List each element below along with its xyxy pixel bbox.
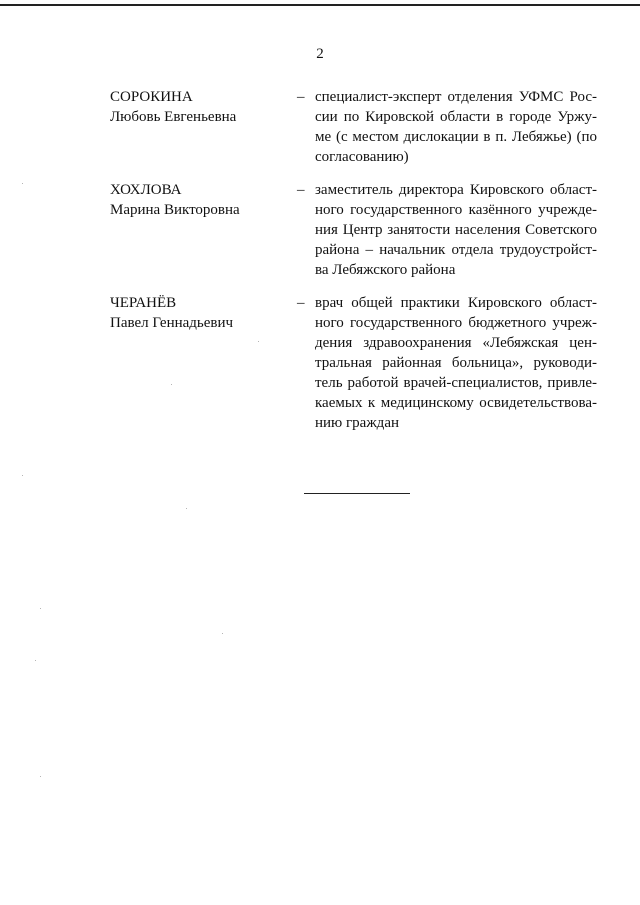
scan-speck xyxy=(22,183,23,184)
role-line: специалист-эксперт отделения УФМС Рос- xyxy=(315,89,597,105)
role-line: района – начальник отдела трудоустройст- xyxy=(315,242,597,258)
member-surname: ЧЕРАНЁВ xyxy=(110,295,177,311)
scan-speck xyxy=(222,633,223,634)
scan-speck xyxy=(40,608,41,609)
separator-dash: – xyxy=(297,295,305,311)
role-line: согласованию) xyxy=(315,149,409,165)
member-name xyxy=(110,293,290,333)
member-name xyxy=(110,87,290,127)
top-border-line xyxy=(0,4,640,6)
role-line: ного государственного бюджетного учреж- xyxy=(315,315,597,331)
member-role xyxy=(315,87,597,167)
scan-speck xyxy=(40,776,41,777)
member-surname: ХОХЛОВА xyxy=(110,182,182,198)
role-line: дения здравоохранения «Лебяжская цен- xyxy=(315,335,597,351)
member-given-names: Любовь Евгеньевна xyxy=(110,109,237,125)
role-line: врач общей практики Кировского област- xyxy=(315,295,597,311)
role-line: нию граждан xyxy=(315,415,400,431)
scan-speck xyxy=(186,508,187,509)
member-given-names: Марина Викторовна xyxy=(110,202,240,218)
scan-speck xyxy=(35,660,36,661)
scan-speck xyxy=(171,384,172,385)
role-line: тральная районная больница», руководи- xyxy=(315,355,597,371)
scan-speck xyxy=(22,475,23,476)
role-line: сии по Кировской области в городе Уржу- xyxy=(315,109,597,125)
member-role xyxy=(315,293,597,433)
member-role xyxy=(315,180,597,280)
role-line: заместитель директора Кировского област- xyxy=(315,182,597,198)
member-name xyxy=(110,180,290,220)
separator-dash: – xyxy=(297,89,305,105)
role-line: каемых к медицинскому освидетельствова- xyxy=(315,395,597,411)
member-surname: СОРОКИНА xyxy=(110,89,193,105)
page-number: 2 xyxy=(316,46,324,62)
member-given-names: Павел Геннадьевич xyxy=(110,315,234,331)
role-line: ва Лебяжского района xyxy=(315,262,456,278)
end-of-list-line xyxy=(304,493,410,494)
separator-dash: – xyxy=(297,182,305,198)
scan-speck xyxy=(258,341,259,342)
role-line: ме (с местом дислокации в п. Лебяжье) (по xyxy=(315,129,597,145)
role-line: ного государственного казённого учрежде- xyxy=(315,202,597,218)
role-line: тель работой врачей-специалистов, привле- xyxy=(315,375,597,391)
role-line: ния Центр занятости населения Советского xyxy=(315,222,597,238)
